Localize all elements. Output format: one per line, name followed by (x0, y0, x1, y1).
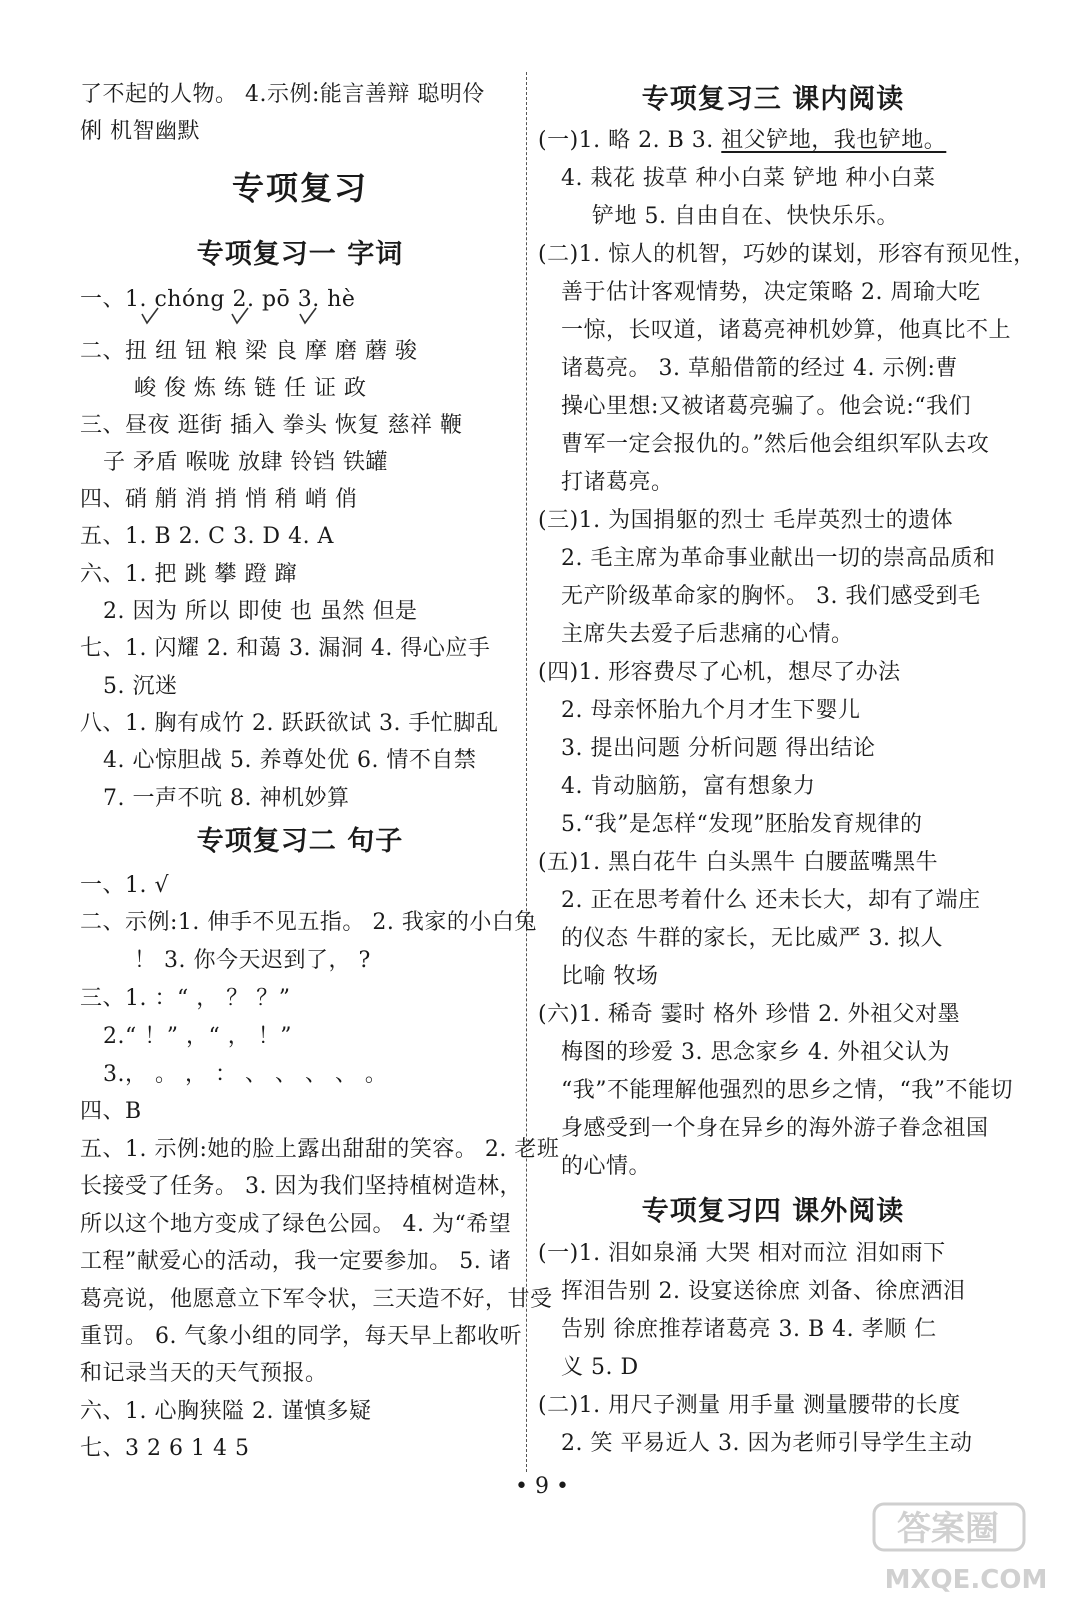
text-line: 2. 正在思考着什么 还未长大，却有了端庄 (561, 888, 981, 913)
page-number: • 9 • (515, 1474, 569, 1499)
text-prefix: (一)1. 略 2. B 3. (538, 128, 722, 153)
text-line: 挥泪告别 2. 设宴送徐庶 刘备、徐庶洒泪 (561, 1279, 966, 1304)
text-line: 3.， 。 ， ： 、 、 、 、 。 (103, 1062, 388, 1087)
watermark-logo (870, 1500, 1070, 1596)
text-line: 的心情。 (561, 1154, 652, 1179)
text-line: 重罚。 6. 气象小组的同学，每天早上都收听 (80, 1324, 522, 1349)
section-title-1: 专项复习一 字词 (196, 239, 404, 270)
text-line: (二)1. 用尺子测量 用手量 测量腰带的长度 (538, 1393, 961, 1418)
text-line: 子 矛盾 喉咙 放肆 铃铛 铁罐 (103, 450, 388, 475)
text-line: 五、1. B 2. C 3. D 4. A (80, 524, 334, 549)
text-line: 六、1. 心胸狭隘 2. 谨慎多疑 (80, 1399, 372, 1424)
text-line: 5.“我”是怎样“发现”胚胎发育规律的 (561, 812, 923, 837)
text-line: 诸葛亮。 3. 草船借箭的经过 4. 示例:曹 (561, 356, 958, 381)
text-line: “我”不能理解他强烈的思乡之情，“我”不能切 (561, 1078, 1013, 1103)
section-title-3: 专项复习三 课内阅读 (641, 84, 905, 115)
text-line: 葛亮说，他愿意立下军令状，三天造不好，甘受 (80, 1287, 553, 1312)
text-line: 二、示例:1. 伸手不见五指。 2. 我家的小白兔 (80, 910, 537, 935)
text-line: 七、1. 闪耀 2. 和蔼 3. 漏洞 4. 得心应手 (80, 636, 491, 661)
underlined-answer: 祖父铲地，我也铲地。 (721, 128, 947, 153)
text-line: (四)1. 形容费尽了心机，想尽了办法 (538, 660, 901, 685)
text-line: 二、扭 纽 钮 粮 梁 良 摩 磨 蘑 骏 (80, 339, 418, 364)
text-line: 无产阶级革命家的胸怀。 3. 我们感受到毛 (561, 584, 981, 609)
text-line: 一、1. chóng 2. pō 3. hè (80, 287, 356, 312)
text-line: 4. 栽花 拔草 种小白菜 铲地 种小白菜 (561, 166, 936, 191)
text-line (538, 126, 946, 156)
text-line: 一、1. √ (80, 873, 170, 898)
text-line: (六)1. 稀奇 霎时 格外 珍惜 2. 外祖父对墨 (538, 1002, 961, 1027)
text-line: 7. 一声不吭 8. 神机妙算 (103, 786, 350, 811)
text-line: 身感受到一个身在异乡的海外游子眷念祖国 (561, 1116, 989, 1141)
text-line: 所以这个地方变成了绿色公园。 4. 为“希望 (80, 1212, 512, 1237)
section-title-2: 专项复习二 句子 (196, 826, 404, 857)
text-line: 俐 机智幽默 (80, 119, 200, 144)
text-line: 四、硝 艄 消 捎 悄 稍 峭 俏 (80, 487, 358, 512)
text-line: 5. 沉迷 (103, 674, 178, 699)
watermark-line1: 答案圈 (897, 1509, 999, 1549)
text-line: 打诸葛亮。 (561, 470, 674, 495)
main-title: 专项复习 (231, 169, 368, 207)
text-line: 八、1. 胸有成竹 2. 跃跃欲试 3. 手忙脚乱 (80, 711, 499, 736)
text-line: 六、1. 把 跳 攀 蹬 蹿 (80, 562, 297, 587)
text-line: 三、昼夜 逛街 插入 拳头 恢复 慈祥 鞭 (80, 413, 463, 438)
text-line: 七、3 2 6 1 4 5 (80, 1436, 250, 1461)
text-line: 告别 徐庶推荐诸葛亮 3. B 4. 孝顺 仁 (561, 1317, 937, 1342)
text-line: 梅图的珍爱 3. 思念家乡 4. 外祖父认为 (561, 1040, 950, 1065)
text-line: 峻 俊 炼 练 链 任 证 政 (134, 376, 367, 401)
text-line: ！ 3. 你今天迟到了， ? (134, 948, 371, 973)
text-line: 了不起的人物。 4.示例:能言善辩 聪明伶 (80, 82, 485, 107)
text-line: 一惊，长叹道，诸葛亮神机妙算，他真比不上 (561, 318, 1012, 343)
text-line: 4. 肯动脑筋，富有想象力 (561, 774, 816, 799)
text-line: 工程”献爱心的活动，我一定要参加。 5. 诸 (80, 1249, 512, 1274)
text-line: 五、1. 示例:她的脸上露出甜甜的笑容。 2. 老班 (80, 1137, 560, 1162)
text-line: 义 5. D (561, 1355, 639, 1380)
check-marks (132, 304, 332, 328)
text-line: 2. 母亲怀胎九个月才生下婴儿 (561, 698, 861, 723)
text-line: (五)1. 黑白花牛 白头黑牛 白腰蓝嘴黑牛 (538, 850, 939, 875)
text-line: 善于估计客观情势，决定策略 2. 周瑜大吃 (561, 280, 981, 305)
text-line: 主席失去爱子后悲痛的心情。 (561, 622, 854, 647)
text-line: 比喻 牧场 (561, 964, 659, 989)
section-title-4: 专项复习四 课外阅读 (641, 1196, 905, 1227)
text-line: 长接受了任务。 3. 因为我们坚持植树造林， (80, 1174, 522, 1199)
text-line: 3. 提出问题 分析问题 得出结论 (561, 736, 876, 761)
text-line: 2.“ ！” ，“ ， ！” (103, 1024, 292, 1049)
text-line: 曹军一定会报仇的。”然后他会组织军队去攻 (561, 432, 990, 457)
text-line: 四、B (80, 1099, 142, 1124)
text-line: 2. 毛主席为革命事业献出一切的崇高品质和 (561, 546, 996, 571)
text-line: 操心里想:又被诸葛亮骗了。他会说:“我们 (561, 394, 972, 419)
text-line: 4. 心惊胆战 5. 养尊处优 6. 情不自禁 (103, 748, 477, 773)
text-line: (三)1. 为国捐躯的烈士 毛岸英烈士的遗体 (538, 508, 954, 533)
text-line: 和记录当天的天气预报。 (80, 1361, 328, 1386)
column-divider (526, 72, 527, 1472)
text-line: 三、1. ：“ ， ？ ？” (80, 986, 291, 1011)
text-line: (一)1. 泪如泉涌 大哭 相对而泣 泪如雨下 (538, 1241, 946, 1266)
text-line: 2. 因为 所以 即使 也 虽然 但是 (103, 599, 418, 624)
watermark-line2: MXQE.COM (884, 1565, 1048, 1595)
text-line: 的仪态 牛群的家长，无比威严 3. 拟人 (561, 926, 943, 951)
text-line: (二)1. 惊人的机智，巧妙的谋划，形容有预见性， (538, 242, 1036, 267)
text-line: 铲地 5. 自由自在、快快乐乐。 (592, 204, 899, 229)
text-line: 2. 笑 平易近人 3. 因为老师引导学生主动 (561, 1431, 973, 1456)
